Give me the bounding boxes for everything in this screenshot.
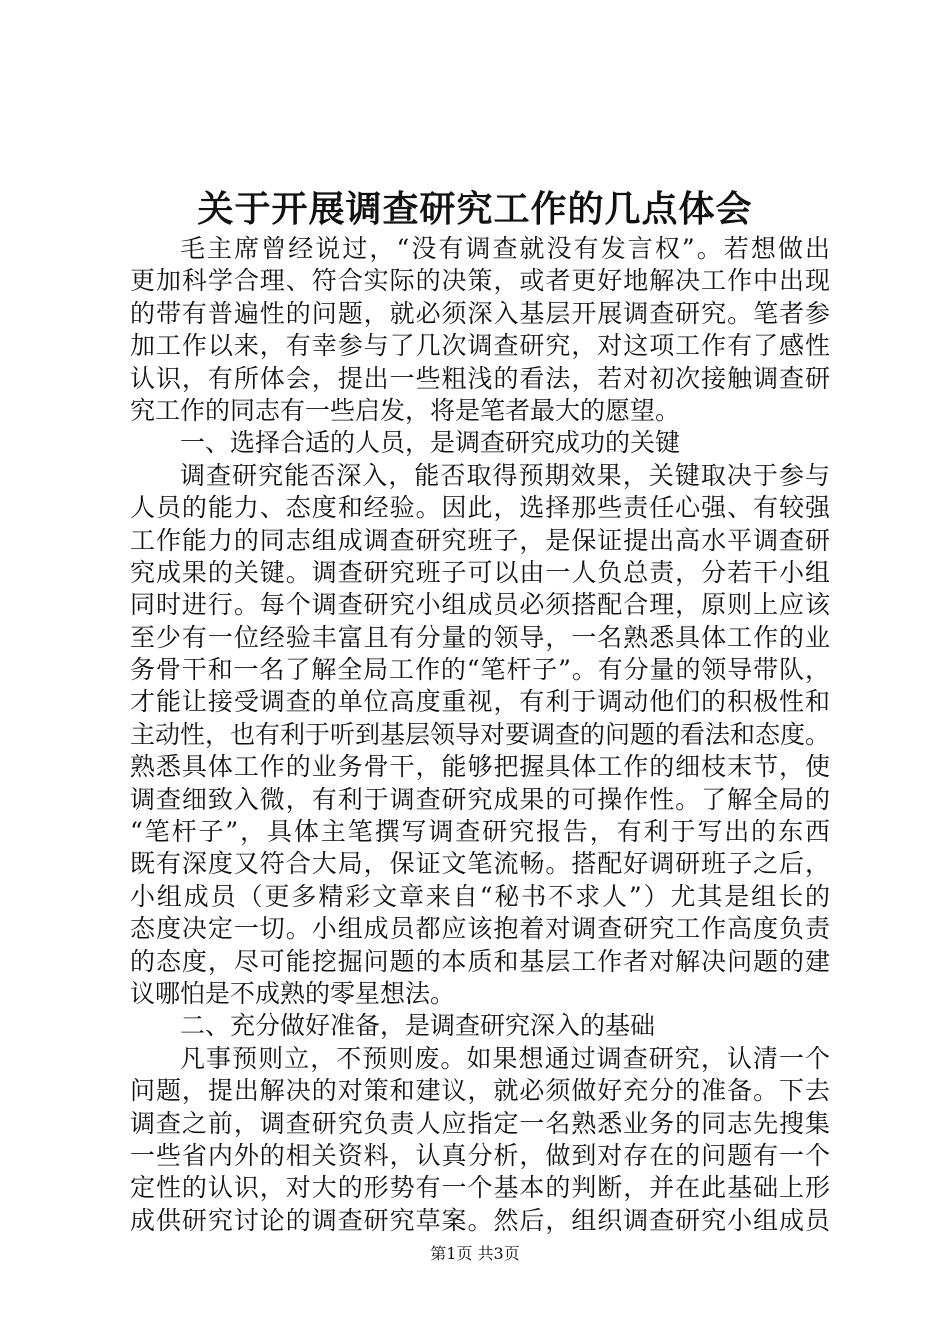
paragraph-line: 同时进行。每个调查研究小组成员必须搭配合理，原则上应该 bbox=[130, 590, 830, 620]
paragraph-line: 成供研究讨论的调查研究草案。然后，组织调查研究小组成员 bbox=[130, 1205, 830, 1235]
paragraph-line: 调查研究能否深入，能否取得预期效果，关键取决于参与 bbox=[180, 460, 830, 490]
paragraph-line: “笔杆子”，具体主笔撰写调查研究报告，有利于写出的东西 bbox=[130, 817, 830, 847]
document-body bbox=[130, 233, 830, 1237]
paragraph-line: 定性的认识，对大的形势有一个基本的判断，并在此基础上形 bbox=[130, 1173, 830, 1203]
paragraph-line: 的带有普遍性的问题，就必须深入基层开展调查研究。笔者参 bbox=[130, 298, 830, 328]
paragraph-line: 工作能力的同志组成调查研究班子，是保证提出高水平调查研 bbox=[130, 525, 830, 555]
page-footer: 第1页 共3页 bbox=[430, 1244, 520, 1263]
paragraph-line: 调查细致入微，有利于调查研究成果的可操作性。了解全局的 bbox=[130, 784, 830, 814]
paragraph-line: 务骨干和一名了解全局工作的“笔杆子”。有分量的领导带队， bbox=[130, 655, 830, 685]
paragraph-line: 人员的能力、态度和经验。因此，选择那些责任心强、有较强 bbox=[130, 493, 830, 523]
paragraph-line: 熟悉具体工作的业务骨干，能够把握具体工作的细枝末节，使 bbox=[130, 752, 830, 782]
paragraph-line: 才能让接受调查的单位高度重视，有利于调动他们的积极性和 bbox=[130, 687, 830, 717]
paragraph-line: 议哪怕是不成熟的零星想法。 bbox=[130, 978, 456, 1008]
paragraph-line: 调查之前，调查研究负责人应指定一名熟悉业务的同志先搜集 bbox=[130, 1108, 830, 1138]
section-heading: 一、选择合适的人员，是调查研究成功的关键 bbox=[180, 428, 681, 458]
paragraph-line: 究成果的关键。调查研究班子可以由一人负总责，分若干小组 bbox=[130, 557, 830, 587]
paragraph-line: 主动性，也有利于听到基层领导对要调查的问题的看法和态度。 bbox=[130, 719, 830, 749]
paragraph-line: 至少有一位经验丰富且有分量的领导，一名熟悉具体工作的业 bbox=[130, 622, 830, 652]
paragraph-line: 一些省内外的相关资料，认真分析，做到对存在的问题有一个 bbox=[130, 1140, 830, 1170]
paragraph-line: 更加科学合理、符合实际的决策，或者更好地解决工作中出现 bbox=[130, 266, 830, 296]
paragraph-line: 毛主席曾经说过，“没有调查就没有发言权”。若想做出 bbox=[180, 234, 830, 263]
document-title: 关于开展调查研究工作的几点体会 bbox=[197, 188, 753, 230]
paragraph-line: 加工作以来，有幸参与了几次调查研究，对这项工作有了感性 bbox=[130, 331, 830, 361]
paragraph-line: 的态度，尽可能挖掘问题的本质和基层工作者对解决问题的建 bbox=[130, 946, 830, 976]
paragraph-line: 小组成员（更多精彩文章来自“秘书不求人”）尤其是组长的 bbox=[130, 881, 830, 911]
section-heading: 二、充分做好准备，是调查研究深入的基础 bbox=[180, 1011, 656, 1041]
paragraph-line: 究工作的同志有一些启发，将是笔者最大的愿望。 bbox=[130, 395, 681, 425]
paragraph-line: 既有深度又符合大局，保证文笔流畅。搭配好调研班子之后， bbox=[130, 849, 830, 879]
paragraph-line: 问题，提出解决的对策和建议，就必须做好充分的准备。下去 bbox=[130, 1076, 830, 1106]
paragraph-line: 认识，有所体会，提出一些粗浅的看法，若对初次接触调查研 bbox=[130, 363, 830, 393]
paragraph-line: 态度决定一切。小组成员都应该抱着对调查研究工作高度负责 bbox=[130, 914, 830, 944]
paragraph-line: 凡事预则立，不预则废。如果想通过调查研究，认清一个 bbox=[180, 1043, 830, 1073]
